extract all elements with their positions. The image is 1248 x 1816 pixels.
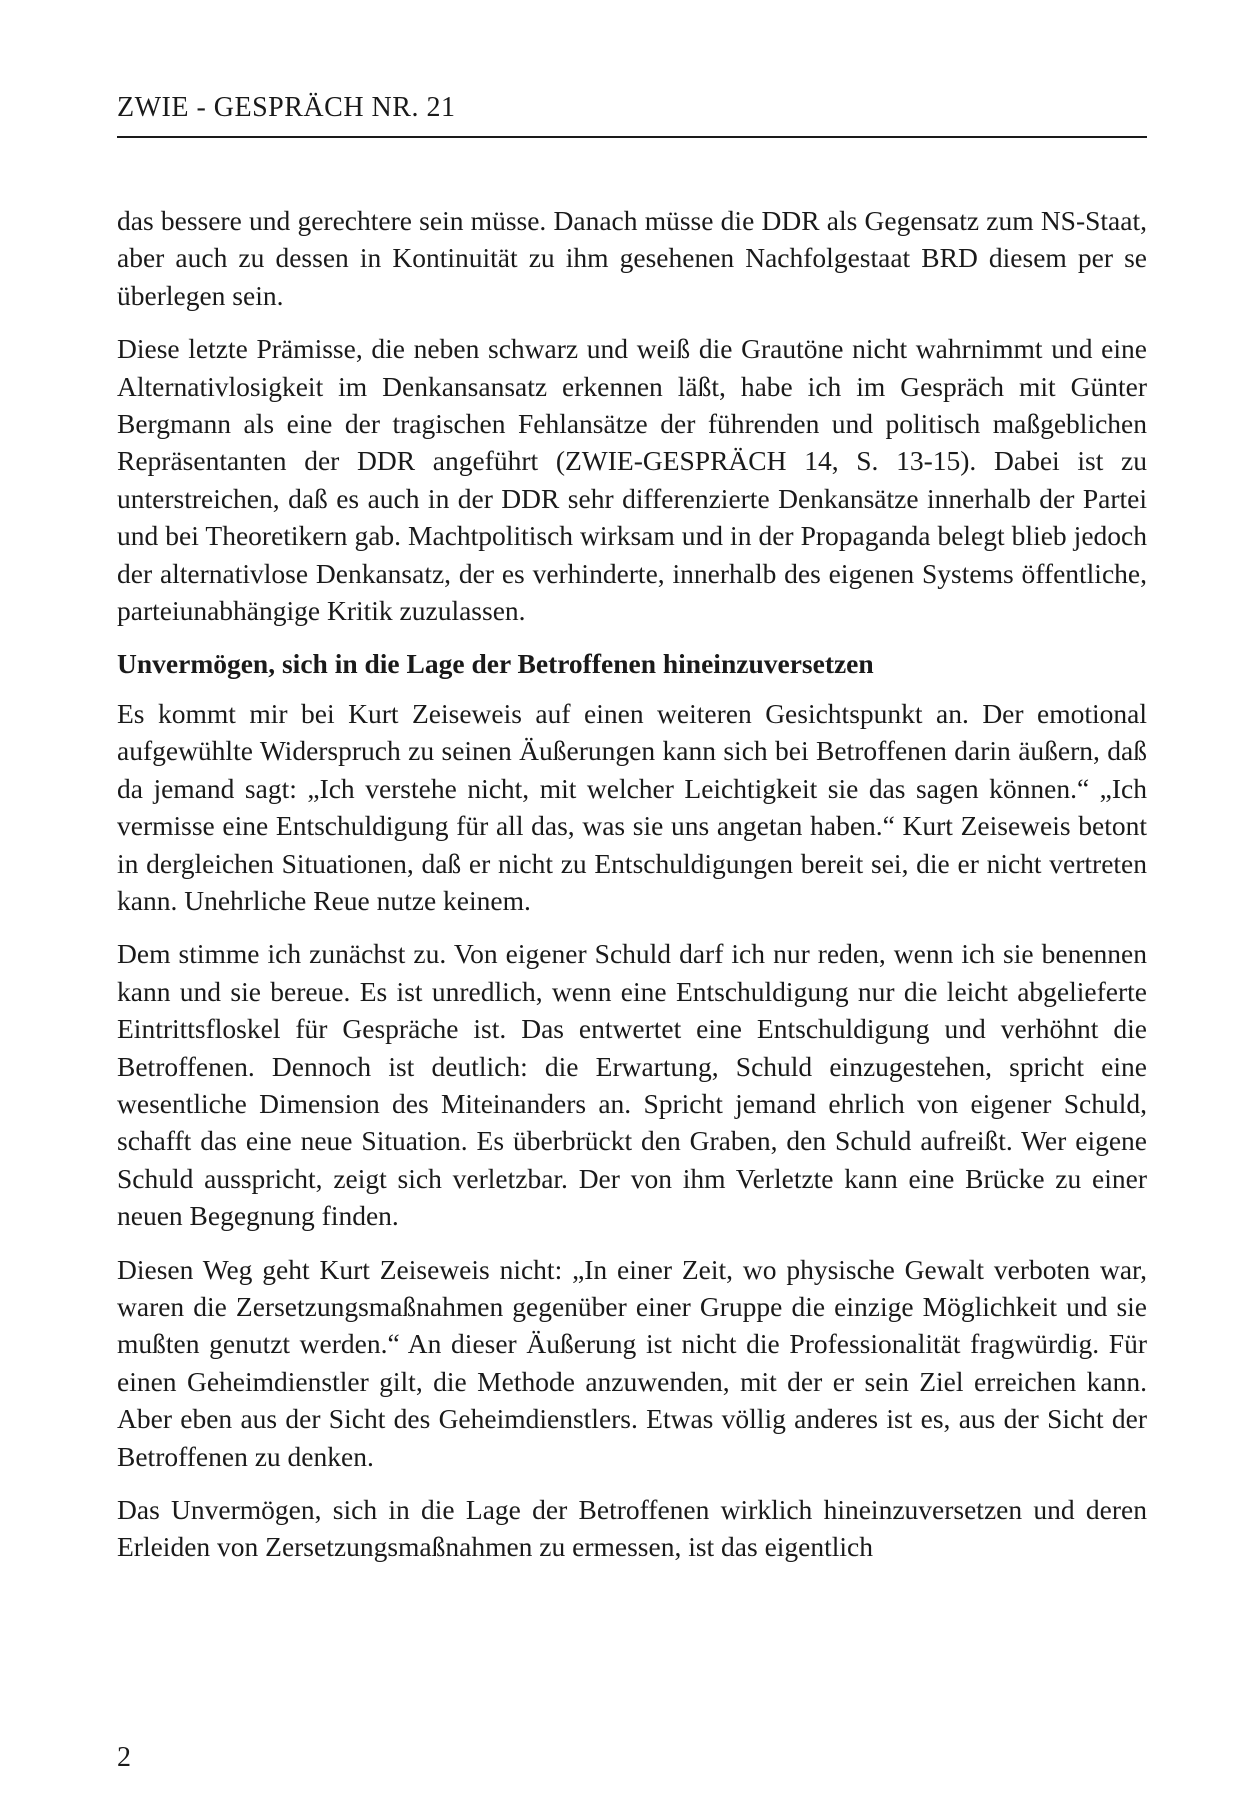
paragraph-6: Das Unvermögen, sich in die Lage der Betroffenen wirklich hineinzuversetzen und deren Erleiden von Zersetzungsmaßnahmen zu ermessen, ist das eigentlich (117, 1494, 1147, 1563)
running-header: ZWIE - GESPRÄCH NR. 21 (117, 92, 456, 123)
paragraph-1: das bessere und gerechtere sein müsse. Danach müsse die DDR als Gegensatz zum NS-Staat, aber auch zu dessen in Kontinuität zu ihm gesehenen Nachfolgestaat BRD diesem per se überlegen sein. (117, 205, 1147, 311)
page-number: 2 (117, 1742, 131, 1773)
paragraph-2: Diese letzte Prämisse, die neben schwarz und weiß die Grautöne nicht wahrnimmt und eine Alternativlosigkeit im Denkansansatz erkennen läßt, habe ich im Gespräch mit Günter Bergmann als eine der tragischen Fehlansätze der führenden und politisch maßgeblichen Repräsentanten der DDR angeführt (ZWIE-GESPRÄCH 14, S. 13-15). Dabei ist zu unterstreichen, daß es auch in der DDR sehr differenzierte Denkansätze innerhalb der Partei und bei Theoretikern gab. Machtpolitisch wirksam und in der Propaganda belegt blieb jedoch der alternativlose Denkansatz, der es verhinderte, innerhalb des eigenen Systems öffentliche, parteiunabhängige Kritik zuzulassen. (117, 333, 1147, 627)
section-heading: Unvermögen, sich in die Lage der Betroffenen hineinzuversetzen (117, 648, 874, 680)
paragraph-5: Diesen Weg geht Kurt Zeiseweis nicht: „In einer Zeit, wo physische Gewalt verboten war, waren die Zersetzungsmaßnahmen gegenüber einer Gruppe die einzige Möglichkeit und sie mußten genutzt werden.“ An dieser Äußerung ist nicht die Professionalität fragwürdig. Für einen Geheimdienstler gilt, die Methode anzuwenden, mit der er sein Ziel erreichen kann. Aber eben aus der Sicht des Geheimdienstlers. Etwas völlig anderes ist es, aus der Sicht der Betroffenen zu denken. (117, 1253, 1147, 1472)
paragraph-3: Es kommt mir bei Kurt Zeiseweis auf einen weiteren Gesichtspunkt an. Der emotional aufgewühlte Widerspruch zu seinen Äußerungen kann sich bei Betroffenen darin äußern, daß da jemand sagt: „Ich verstehe nicht, mit welcher Leichtigkeit sie das sagen können.“ „Ich vermisse eine Entschuldigung für all das, was sie uns angetan haben.“ Kurt Zeiseweis betont in dergleichen Situationen, daß er nicht zu Entschuldigungen bereit sei, die er nicht vertreten kann. Unehrliche Reue nutze keinem. (117, 697, 1147, 916)
paragraph-4: Dem stimme ich zunächst zu. Von eigener Schuld darf ich nur reden, wenn ich sie benennen kann und sie bereue. Es ist unredlich, wenn eine Entschuldigung nur die leicht abgelieferte Eintrittsfloskel für Gespräche ist. Das entwertet eine Entschuldigung und verhöhnt die Betroffenen. Dennoch ist deutlich: die Erwartung, Schuld einzugestehen, spricht eine wesentliche Dimension des Miteinanders an. Spricht jemand ehrlich von eigener Schuld, schafft das eine neue Situation. Es überbrückt den Graben, den Schuld aufreißt. Wer eigene Schuld ausspricht, zeigt sich verletzbar. Der von ihm Verletzte kann eine Brücke zu einer neuen Begegnung finden. (117, 938, 1147, 1232)
body-text (117, 202, 1147, 1582)
header-rule (117, 136, 1147, 138)
